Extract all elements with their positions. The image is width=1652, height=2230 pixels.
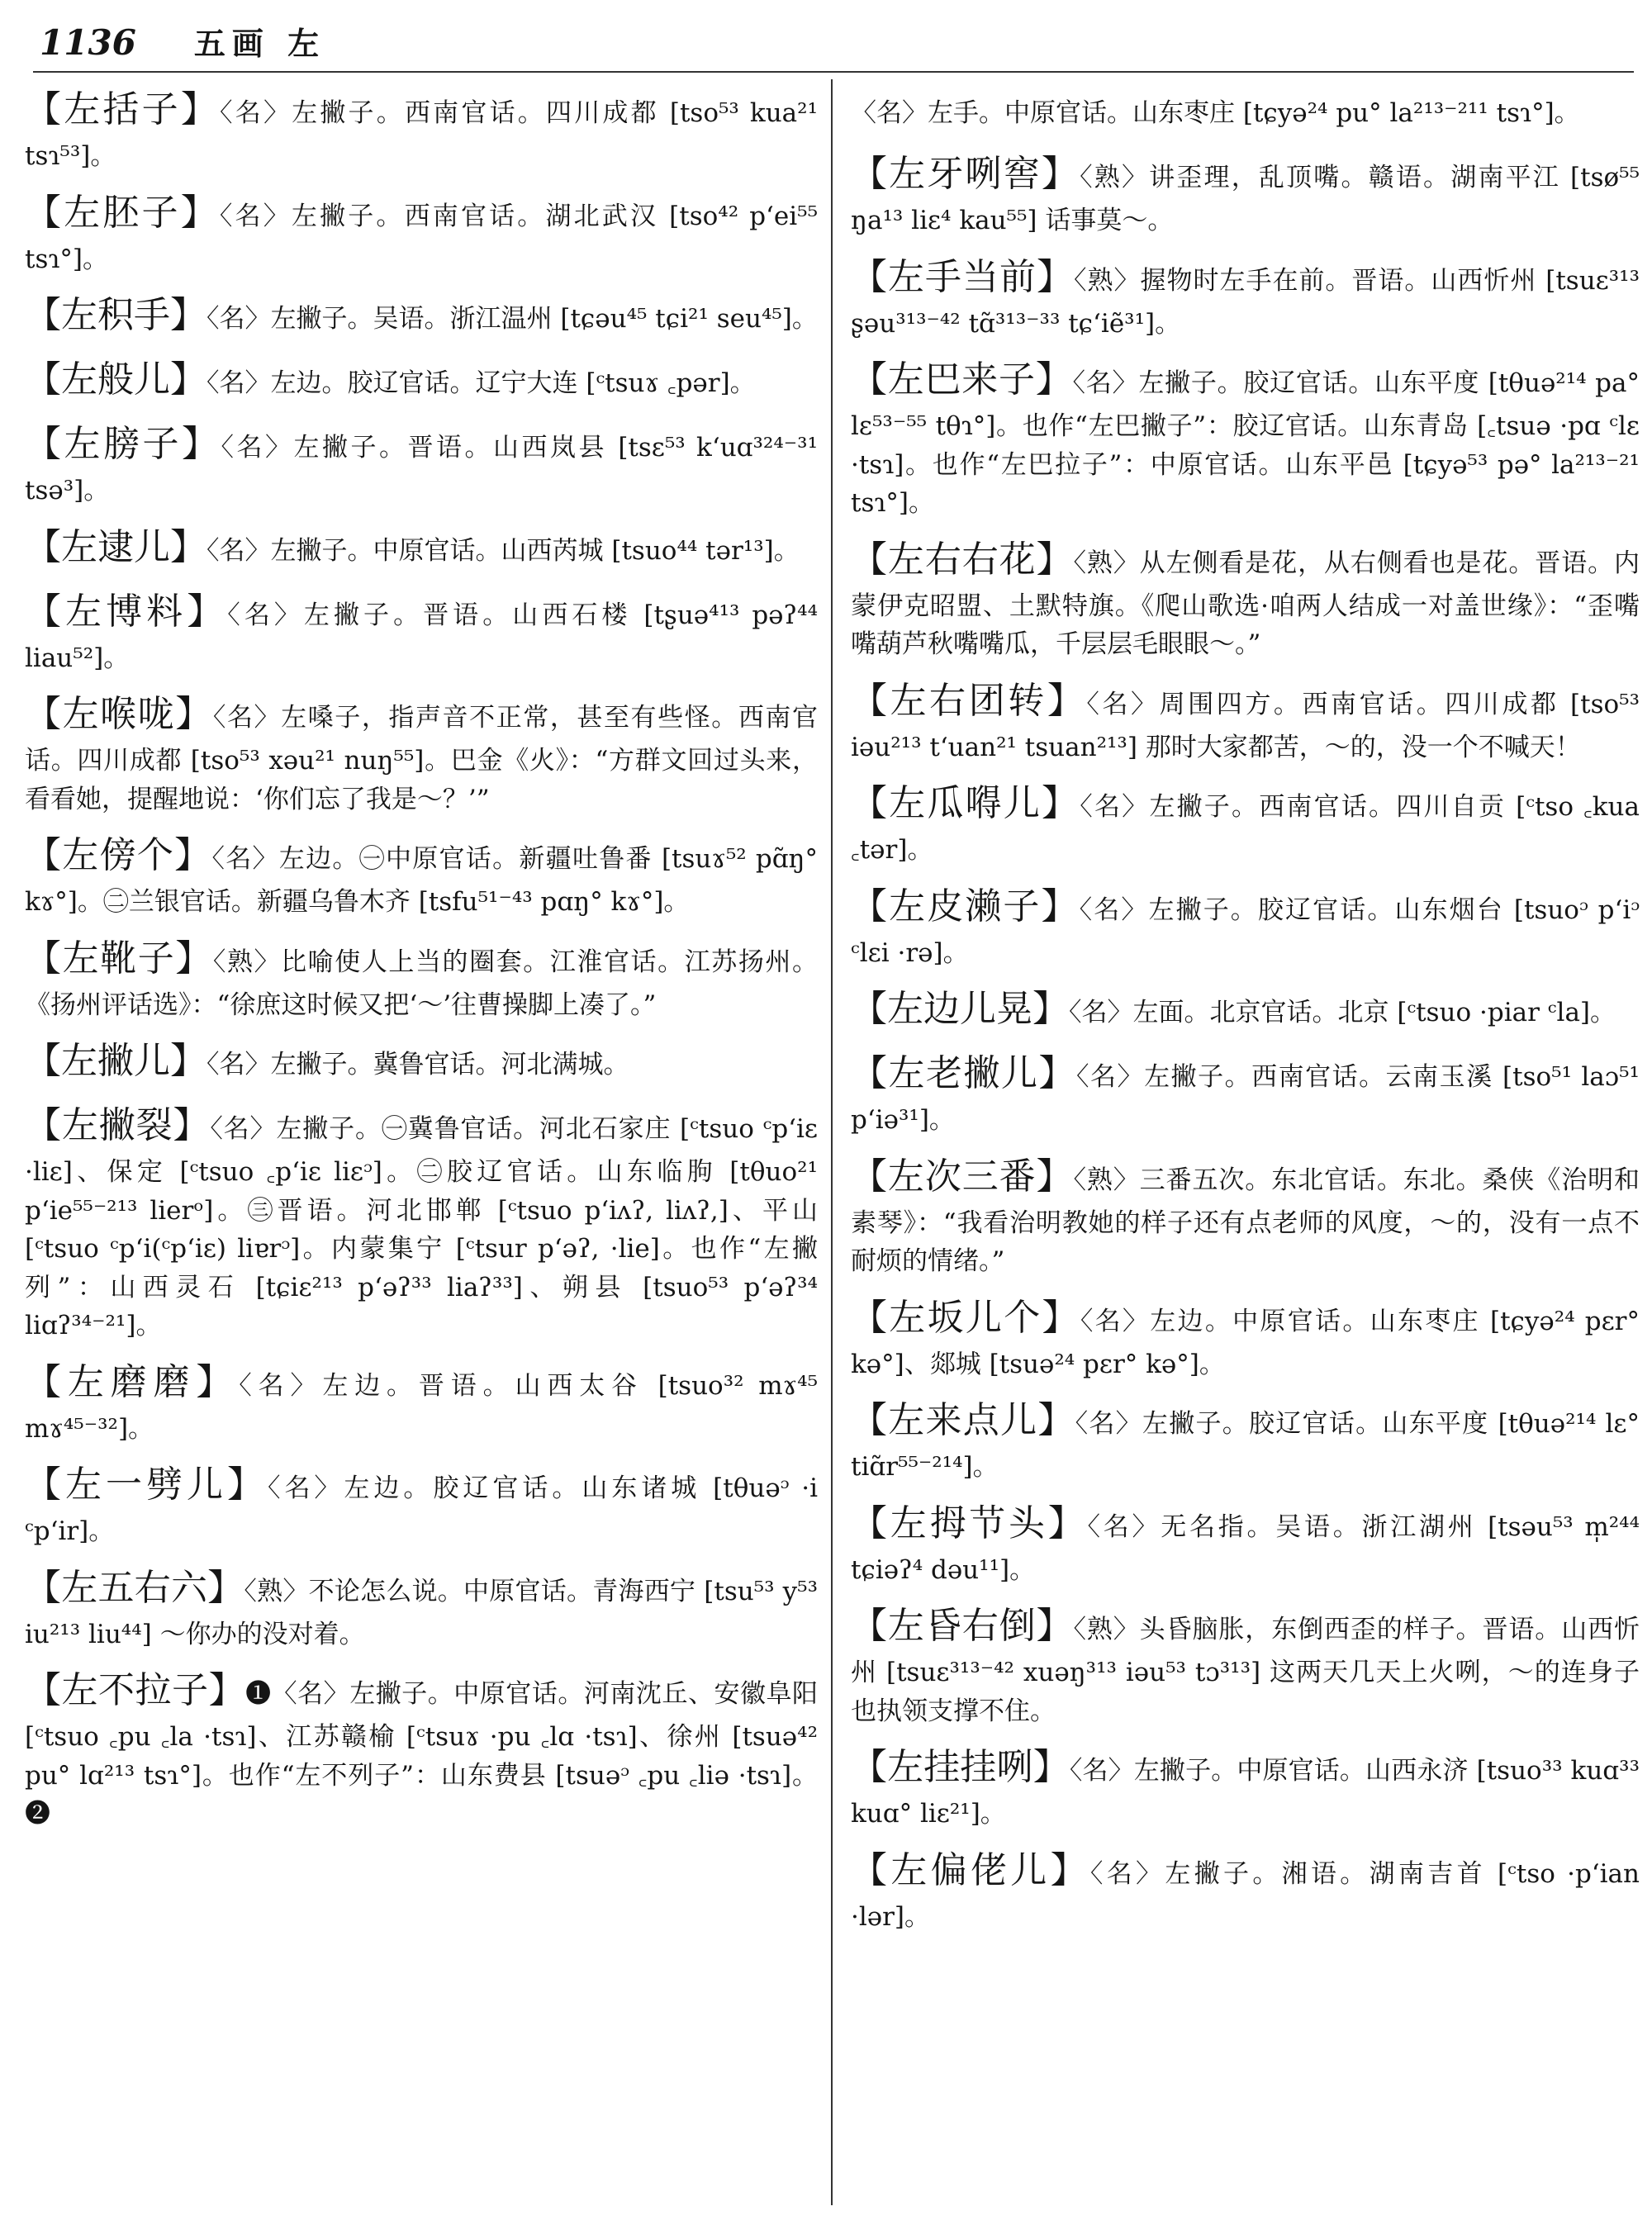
entry-headword: 【左偏佬儿】 [851, 1848, 1090, 1891]
page-number: 1136 [40, 22, 136, 63]
header-rule [33, 71, 1634, 73]
entry-headword: 【左撇儿】 [25, 1040, 206, 1082]
entry-headword: 【左胚子】 [25, 191, 220, 234]
entry-headword: 【左边儿晃】 [851, 988, 1069, 1030]
entry-headword: 【左拇节头】 [851, 1502, 1088, 1544]
entry-definition: 〈名〉左面。北京官话。北京 [ᶜtsuo ·piar ᶜla]。 [1069, 998, 1616, 1027]
entry-definition: ❶〈名〉左撇子。中原官话。河南沈丘、安徽阜阳 [ᶜtsuo ꜀pu ꜀la ·tsɿ]、江苏赣榆 [ᶜtsuɤ ·pu ꜀lɑ ·tsɿ]、徐州 [tsuə⁴² pu° lɑ²¹³ tsɿ°]。也作“左不列子”：山东费县 [tsuəᵓ ꜀pu ꜀liə ·tsɿ]。❷ [25, 1679, 819, 1829]
entry-headword: 【左昏右倒】 [851, 1605, 1074, 1647]
entry-headword: 【左手当前】 [851, 255, 1074, 298]
dictionary-entry [25, 828, 818, 922]
entry-definition: 〈熟〉比喻使人上当的圈套。江淮官话。江苏扬州。《扬州评话选》：“徐庶这时候又把‘～’往曹操脚上凑了。” [25, 947, 819, 1020]
dictionary-entry [851, 533, 1640, 664]
dictionary-entry [851, 1497, 1640, 1590]
entry-definition: 〈名〉左边。胶辽官话。辽宁大连 [ᶜtsuɤ ꜀pər]。 [206, 368, 756, 398]
entry-headword: 【左右团转】 [851, 679, 1087, 722]
dictionary-entry [25, 417, 818, 510]
entry-headword: 【左磨磨】 [25, 1360, 240, 1403]
dictionary-entry [851, 880, 1640, 973]
entry-definition: 〈名〉左撇子。晋语。山西石楼 [tʂuə⁴¹³ pəʔ⁴⁴ liau⁵²]。 [25, 600, 818, 673]
entry-definition: 〈名〉左撇子。西南官话。云南玉溪 [tso⁵¹ laɔ⁵¹ p‘iə³¹]。 [851, 1062, 1640, 1135]
dictionary-entry [851, 674, 1640, 767]
entry-headword: 【左撇裂】 [25, 1104, 211, 1146]
entry-definition: 〈名〉左嗓子，指声音不正常，甚至有些怪。西南官话。四川成都 [tso⁵³ xəu²¹ nuŋ⁵⁵]。巴金《火》：“方群文回过头来，看看她，提醒地说：‘你们忘了我是～？’” [25, 703, 819, 814]
entry-headword: 【左老撇儿】 [851, 1052, 1077, 1094]
entry-definition: 〈名〉左边。中原官话。山东枣庄 [tɕyə²⁴ pɛr° kə°]、郯城 [tsuə²⁴ pɛr° kə°]。 [851, 1306, 1640, 1379]
entry-definition: 〈名〉左撇子。西南官话。四川自贡 [ᶜtso ꜀kua ꜀tər]。 [851, 792, 1640, 865]
dictionary-entry [851, 1046, 1640, 1140]
left-column [25, 83, 818, 1843]
dictionary-entry [25, 186, 818, 279]
entry-definition: 〈名〉左撇子。中原官话。山西永济 [tsuo³³ kuɑ³³ kuɑ° liɛ²¹]。 [851, 1756, 1640, 1829]
entry-definition: 〈名〉左撇子。冀鲁官话。河北满城。 [206, 1050, 629, 1079]
entry-headword: 【左次三番】 [851, 1155, 1074, 1198]
entry-headword: 【左括子】 [25, 88, 221, 130]
entry-headword: 【左膀子】 [25, 423, 221, 465]
entry-definition: 〈熟〉头昏脑胀，东倒西歪的样子。晋语。山西忻州 [tsuɛ³¹³⁻⁴² xuəŋ³¹³ iəu⁵³ tɔ³¹³] 这两天几天上火咧，～的连身子也执领支撑不住。 [851, 1615, 1640, 1726]
entry-definition: 〈名〉左撇子。胶辽官话。山东平度 [tθuə²¹⁴ lɛ° tiɑ̃r⁵⁵⁻²¹⁴]。 [851, 1409, 1640, 1482]
entry-headword: 【左巴来子】 [851, 358, 1073, 401]
dictionary-entry [851, 982, 1640, 1037]
dictionary-entry [25, 932, 818, 1025]
entry-headword: 【左五右六】 [25, 1566, 244, 1609]
column-divider [831, 79, 833, 2205]
entry-headword: 【左般儿】 [25, 358, 206, 401]
dictionary-entry [25, 1458, 818, 1551]
entry-definition: 〈名〉左撇子。西南官话。四川成都 [tso⁵³ kua²¹ tsɿ⁵³]。 [25, 98, 818, 171]
dictionary-entry [25, 1098, 818, 1345]
entry-definition: 〈熟〉从左侧看是花，从右侧看也是花。晋语。内蒙伊克昭盟、土默特旗。《爬山歌选·咱两人结成一对盖世缘》：“歪嘴嘴葫芦秋嘴嘴瓜，千层层毛眼眼～。” [851, 548, 1640, 659]
dictionary-entry [25, 687, 818, 818]
entry-definition: 〈名〉左撇子。胶辽官话。山东烟台 [tsuoᵓ p‘iᵓ ᶜlɛi ·rə]。 [851, 894, 1640, 968]
entry-definition: 〈熟〉三番五次。东北官话。东北。桑侠《治明和素琴》：“我看治明教她的样子还有点老师的风度，～的，没有一点不耐烦的情绪。” [851, 1165, 1640, 1276]
dictionary-entry [851, 776, 1640, 870]
dictionary-entry [25, 288, 818, 343]
entry-headword: 【左喉咙】 [25, 693, 213, 735]
entry-definition: 〈名〉左撇子。湘语。湖南吉首 [ᶜtso ·p‘ian ·lər]。 [851, 1858, 1640, 1932]
dictionary-entry [851, 1291, 1640, 1384]
entry-definition: 〈名〉左撇子。吴语。浙江温州 [tɕəu⁴⁵ tɕi²¹ seu⁴⁵]。 [206, 304, 818, 334]
entry-headword: 【左博料】 [25, 590, 228, 633]
entry-definition: 〈名〉左撇子。胶辽官话。山东平度 [tθuə²¹⁴ pa° lɛ⁵³⁻⁵⁵ tθɿ°]。也作“左巴撇子”：胶辽官话。山东青岛 [꜀tsuə ·pɑ ᶜlɛ ·tsɿ]。也作“左巴拉子”：中原官话。山东平邑 [tɕyə⁵³ pə° la²¹³⁻²¹ tsɿ°]。 [851, 368, 1640, 518]
entry-headword: 【左逮儿】 [25, 525, 206, 568]
dictionary-entry [25, 520, 818, 575]
dictionary-entry [851, 1843, 1640, 1937]
entry-headword: 【左傍个】 [25, 834, 212, 876]
entry-definition: 〈名〉左撇子。㊀冀鲁官话。河北石家庄 [ᶜtsuo ᶜp‘iɛ ·liɛ]、保定 [ᶜtsuo ꜀p‘iɛ liɛᵓ]。㊁胶辽官话。山东临朐 [tθuo²¹ p‘ie⁵⁵⁻²¹³ lierᵒ]。㊂晋语。河北邯郸 [ᶜtsuo p‘iʌʔ, liʌʔ,]、平山 [ᶜtsuo ᶜp‘i(ᶜp‘iɛ) liɐrᵓ]。内蒙集宁 [ᶜtsur p‘əʔ, ·lie]。也作“左撇列”：山西灵石 [tɕiɛ²¹³ p‘əʔ³³ liaʔ³³]、朔县 [tsuo⁵³ p‘əʔ³⁴ liɑʔ³⁴⁻²¹]。 [25, 1114, 818, 1340]
entry-headword: 【左牙咧窖】 [851, 153, 1080, 195]
dictionary-entry [851, 147, 1640, 240]
entry-definition: 〈名〉左边。胶辽官话。山东诸城 [tθuəᵓ ·i ᶜp‘ir]。 [25, 1473, 819, 1546]
dictionary-entry [25, 585, 818, 678]
entry-headword: 【左一劈儿】 [25, 1464, 268, 1506]
entry-definition: 〈名〉左撇子。西南官话。湖北武汉 [tso⁴² p‘ei⁵⁵ tsɿ°]。 [25, 201, 819, 274]
entry-headword: 【左积手】 [25, 294, 206, 336]
dictionary-entry [25, 1561, 818, 1654]
dictionary-entry [851, 353, 1640, 523]
page-header [40, 18, 325, 68]
dictionary-entry [851, 1150, 1640, 1281]
entry-headword: 【左来点儿】 [851, 1399, 1075, 1441]
entry-headword: 【左靴子】 [25, 937, 213, 980]
entry-definition: 〈名〉左手。中原官话。山东枣庄 [tɕyə²⁴ pu° la²¹³⁻²¹¹ tsɿ°]。 [851, 98, 1580, 128]
entry-definition: 〈名〉左撇子。晋语。山西岚县 [tsɛ⁵³ k‘uɑ³²⁴⁻³¹ tsə³]。 [25, 433, 819, 505]
dictionary-entry [25, 1355, 818, 1449]
dictionary-entry [25, 1034, 818, 1089]
dictionary-entry [25, 353, 818, 407]
entry-headword: 【左皮濑子】 [851, 885, 1080, 928]
entry-definition: 〈名〉左边。晋语。山西太谷 [tsuo³² mɤ⁴⁵ mɤ⁴⁵⁻³²]。 [25, 1370, 818, 1444]
entry-headword: 【左瓜嘚儿】 [851, 782, 1080, 824]
entry-headword: 【左坂儿个】 [851, 1296, 1080, 1339]
dictionary-entry [25, 1663, 818, 1834]
entry-headword: 【左不拉子】 [25, 1669, 246, 1711]
entry-headword: 【左右右花】 [851, 538, 1074, 581]
dictionary-entry [25, 83, 818, 176]
entry-definition: 〈熟〉不论怎么说。中原官话。青海西宁 [tsu⁵³ y⁵³ iu²¹³ liu⁴⁴] ～你办的没对着。 [25, 1576, 818, 1649]
entry-definition: 〈名〉左边。㊀中原官话。新疆吐鲁番 [tsuɤ⁵² pɑ̃ŋ° kɤ°]。㊁兰银官话。新疆乌鲁木齐 [tsfu⁵¹⁻⁴³ pɑŋ° kɤ°]。 [25, 844, 819, 917]
right-column [851, 83, 1640, 1946]
running-head: 五画 左 [193, 25, 326, 62]
entry-definition: 〈名〉左撇子。中原官话。山西芮城 [tsuo⁴⁴ tər¹³]。 [206, 535, 800, 566]
dictionary-entry [851, 250, 1640, 344]
entry-definition: 〈熟〉握物时左手在前。晋语。山西忻州 [tsuɛ³¹³ ʂəu³¹³⁻⁴² tɑ̃³¹³⁻³³ tɕ‘iẽ³¹]。 [851, 265, 1640, 339]
entry-headword: 【左挂挂咧】 [851, 1746, 1070, 1788]
dictionary-entry [851, 1599, 1640, 1730]
dictionary-entry [851, 83, 1640, 137]
entry-definition: 〈熟〉讲歪理，乱顶嘴。赣语。湖南平江 [tsø⁵⁵ ŋa¹³ liɛ⁴ kau⁵⁵] 话事莫～。 [851, 163, 1640, 235]
entry-definition: 〈名〉周围四方。西南官话。四川成都 [tso⁵³ iəu²¹³ t‘uan²¹ tsuan²¹³] 那时大家都苦，～的，没一个不喊天！ [851, 689, 1640, 762]
entry-definition: 〈名〉无名指。吴语。浙江湖州 [tsəu⁵³ m̩²⁴⁴ tɕiəʔ⁴ dəu¹¹]。 [851, 1511, 1640, 1585]
dictionary-entry [851, 1740, 1640, 1834]
dictionary-entry [851, 1393, 1640, 1487]
